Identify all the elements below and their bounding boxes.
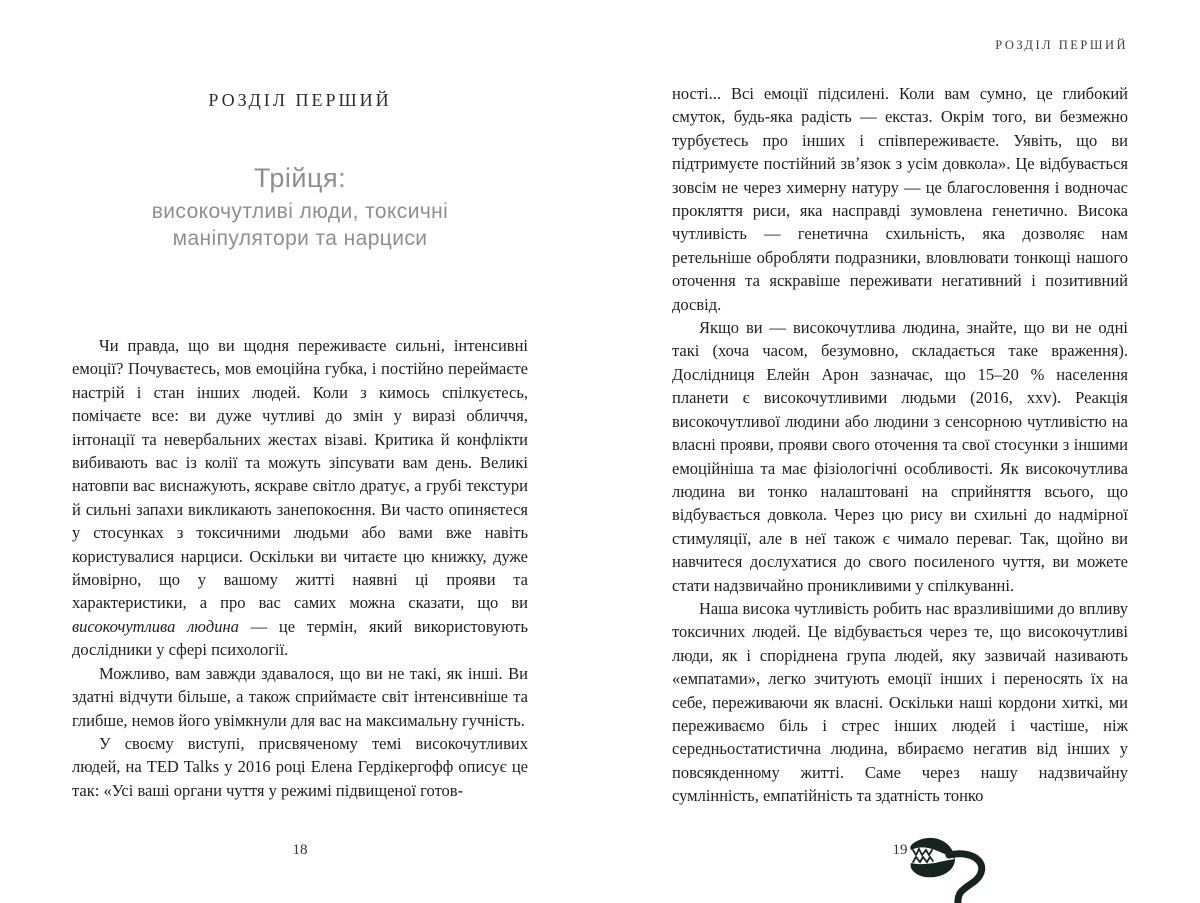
page-left [72, 0, 528, 900]
paragraph-text: — це термін, який використовують дослідники у сфері психології. [72, 616, 529, 660]
chapter-subtitle [72, 198, 528, 252]
running-header: РОЗДІЛ ПЕРШИЙ [995, 38, 1128, 52]
paragraph-italic-term: високочутлива людина [72, 616, 239, 636]
flytrap-teeth-upper [913, 849, 932, 855]
page-number-left: 18 [292, 842, 308, 858]
paragraph: У своєму виступі, присвяченому темі високочутливих людей, на TED Talks у 2016 році Елена Гердікергофф описує це так: «Усі ваші органи чуття у режимі підвищеної готов- [72, 733, 528, 800]
paragraph: Наша висока чутливість робить нас вразливішими до впливу токсичних людей. Це відбувається через те, що високочутливі люди, як і споріднена група людей, яку зазвичай називають «емпатами», легко зчитують емоції інших і переносять їх на себе, переживаючи як власні. Оскільки наші кордони хиткі, ми переживаємо біль і стрес інших людей і частіше, ніж середньостатистична людина, вбираємо негатив від інших у повсякденному житті. Саме через нашу надзвичайну сумлінність, емпатійність та здатність тонко [672, 598, 1128, 806]
chapter-subtitle-line1: високочутливі люди, токсичні [151, 200, 449, 223]
venus-flytrap-icon [905, 833, 997, 903]
page-number-right: 19 [892, 842, 908, 858]
left-page-body [72, 334, 528, 802]
paragraph: Якщо ви — високочутлива людина, знайте, що ви не одні такі (хоча часом, безумовно, складається таке враження). Дослідниця Елейн Арон зазначає, що 15–20 % населення планети є високочутливими людьми (2016, xxv). Реакція високочутливої людини або людини з сенсорною чутливістю на власні прояви, прояви свого оточення та свої стосунки з іншими емоційніша та має фізіологічні особливості. Як високочутлива людина ви тонко налаштовані на сприйняття всього, що відбувається довкола. Через цю рису ви схильні до надмірної стимуляції, але в неї також є чимало переваг. Так, щойно ви навчитеся дослухатися до свого посиленого чуття, ви можете стати надзвичайно проникливими у спілкуванні. [672, 318, 1128, 595]
paragraph: Можливо, вам завжди здавалося, що ви не такі, як інші. Ви здатні відчути більше, а також сприймаєте світ інтенсивніше та глибше, немов його увімкнули для вас на максимальну гучність. [72, 663, 528, 730]
right-page-body [672, 82, 1128, 808]
page-right [672, 0, 1128, 900]
paragraph [72, 334, 528, 662]
flytrap-teeth-lower [913, 857, 933, 862]
chapter-title: Трійця: [253, 163, 347, 193]
chapter-subtitle-line2: маніпулятори та нарциси [172, 227, 428, 250]
chapter-heading: РОЗДІЛ ПЕРШИЙ [208, 90, 392, 110]
paragraph: ності... Всі емоції підсилені. Коли вам сумно, це глибокий смуток, будь-яка радість — екстаз. Окрім того, ви безмежно турбуєтесь про інших і співпереживаєте. Уявіть, що ви підтримуєте постійний звʼязок з усім довкола». Це відбувається зовсім не через химерну натуру — це благословення і водночас прокляття риси, яка насправді зумовлена генетично. Висока чутливість — генетична схильність, яка дозволяє нам ретельніше обробляти подразники, вловлювати тонкощі нашого оточення та яскравіше переживати негативний і позитивний досвід. [672, 84, 1128, 314]
paragraph-text: Чи правда, що ви щодня переживаєте сильні, інтенсивні емоції? Почуваєтесь, мов емоційна губка, і постійно переймаєте настрій і стан інших людей. Коли з кимось спілкуєтесь, помічаєте все: ви дуже чутливі до змін у виразі обличчя, інтонації та невербальних жестах візаві. Критика й конфлікти вибивають вас із колії та можуть зіпсувати вам день. Великі натовпи вас виснажують, яскраве світло дратує, а грубі текстури й сильні запахи викликають занепокоєння. Ви часто опиняєтеся у стосунках з токсичними людьми або вами вже навіть користувалися нарциси. Оскільки ви читаєте цю книжку, дуже ймовірно, що у вашому житті наявні ці прояви та характеристики, а про вас самих можна сказати, що ви [72, 336, 528, 613]
